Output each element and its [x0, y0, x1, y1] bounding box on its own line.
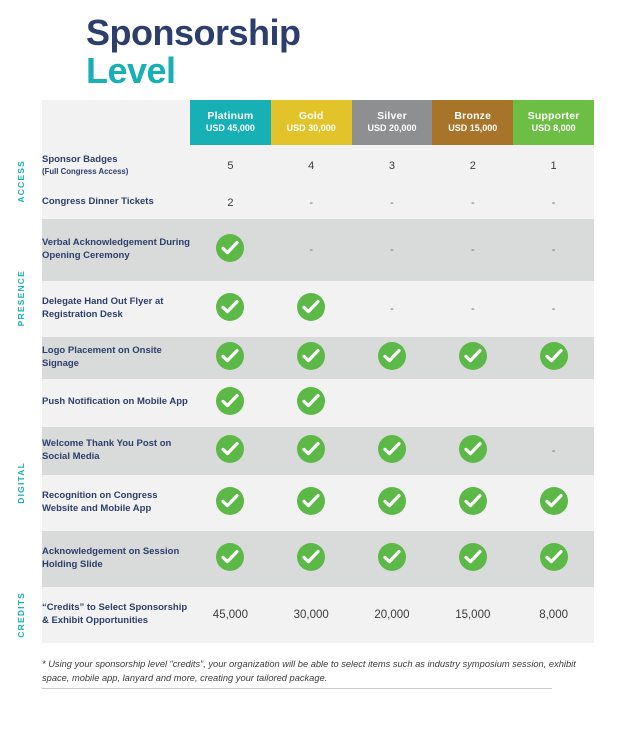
- benefit-value-cell: [513, 145, 594, 187]
- tier-header-supporter: [513, 100, 594, 145]
- benefit-value-cell: [352, 427, 433, 475]
- benefit-value-cell: [271, 219, 352, 281]
- not-included-dash: -: [470, 196, 475, 209]
- benefit-value-cell: [190, 475, 271, 531]
- benefit-label-text: Verbal Acknowledgement During Opening Ceremony: [42, 236, 190, 261]
- group-label-access: [0, 145, 42, 219]
- benefit-value-cell: [352, 531, 433, 587]
- benefit-value-text: 30,000: [293, 608, 329, 621]
- tier-header-silver: [352, 100, 433, 145]
- check-icon: [297, 435, 325, 463]
- benefit-value-text: 4: [308, 159, 315, 172]
- benefit-label-text: Sponsor Badges: [42, 154, 118, 166]
- footer-divider: [42, 688, 552, 689]
- tier-name: Bronze: [454, 109, 492, 122]
- benefit-value-cell: [271, 427, 352, 475]
- benefit-value-cell: [271, 281, 352, 337]
- benefit-value-cell: [513, 587, 594, 643]
- check-icon: [216, 543, 244, 571]
- table-row: [42, 427, 594, 475]
- check-icon: [216, 487, 244, 515]
- not-included-dash: -: [470, 243, 475, 256]
- tier-price: USD 30,000: [286, 122, 336, 133]
- benefit-value-cell: [432, 337, 513, 379]
- group-label-column: [0, 100, 42, 643]
- benefit-value-cell: [513, 427, 594, 475]
- tier-price: USD 45,000: [205, 122, 255, 133]
- check-icon: [297, 543, 325, 571]
- benefit-label: [42, 475, 190, 531]
- benefit-value-cell: [513, 337, 594, 379]
- not-included-dash: -: [390, 196, 394, 209]
- tier-header-platinum: [190, 100, 271, 145]
- benefit-sublabel-text: (Full Congress Access): [42, 166, 129, 176]
- tier-price: USD 8,000: [531, 122, 576, 133]
- benefit-value-cell: [190, 531, 271, 587]
- benefit-value-text: 45,000: [212, 608, 248, 621]
- benefit-value-cell: [352, 145, 433, 187]
- benefit-label: [42, 587, 190, 643]
- table-row: [42, 145, 594, 187]
- benefit-value-cell: [352, 475, 433, 531]
- check-icon: [216, 293, 244, 321]
- benefit-value-cell: [271, 531, 352, 587]
- benefit-label: [42, 379, 190, 427]
- group-label-text: PRESENCE: [16, 270, 26, 327]
- table-row: [42, 219, 594, 281]
- benefit-value-text: 20,000: [374, 608, 410, 621]
- table-row: [42, 531, 594, 587]
- sponsorship-matrix: [16, 100, 594, 643]
- benefit-label: [42, 337, 190, 379]
- tier-name: Supporter: [527, 109, 580, 122]
- benefit-value-text: 3: [388, 159, 396, 172]
- benefit-value-cell: [432, 475, 513, 531]
- group-label-digital: [0, 379, 42, 587]
- benefit-value-cell: [271, 145, 352, 187]
- benefit-value-cell: [513, 379, 594, 427]
- benefit-label: [42, 187, 190, 219]
- check-icon: [540, 487, 568, 515]
- benefit-value-cell: [352, 281, 433, 337]
- benefit-label: [42, 145, 190, 187]
- benefit-value-cell: [432, 145, 513, 187]
- benefit-value-cell: [432, 587, 513, 643]
- benefit-value-cell: [352, 219, 433, 281]
- tier-name: Silver: [377, 109, 407, 122]
- benefit-label-text: Acknowledgement on Session Holding Slide: [42, 545, 180, 570]
- check-icon: [297, 293, 325, 321]
- benefit-value-cell: [190, 219, 271, 281]
- benefit-value-cell: [432, 187, 513, 219]
- benefit-label-text: Congress Dinner Tickets: [42, 196, 154, 208]
- not-included-dash: -: [470, 302, 475, 315]
- check-icon: [297, 342, 325, 370]
- benefit-value-cell: [190, 145, 271, 187]
- check-icon: [378, 435, 406, 463]
- benefit-value-cell: [432, 219, 513, 281]
- check-icon: [297, 487, 325, 515]
- check-icon: [540, 543, 568, 571]
- benefit-label-text: Welcome Thank You Post on Social Media: [42, 437, 172, 462]
- benefit-value-cell: [271, 475, 352, 531]
- group-label-text: CREDITS: [16, 591, 26, 638]
- check-icon: [378, 487, 406, 515]
- benefit-value-cell: [352, 187, 433, 219]
- benefit-value-cell: [432, 379, 513, 427]
- benefit-value-cell: [271, 187, 352, 219]
- tier-header-gold: [271, 100, 352, 145]
- benefit-value-cell: [513, 281, 594, 337]
- benefit-value-cell: [352, 379, 433, 427]
- benefit-value-cell: [271, 379, 352, 427]
- benefit-value-cell: [352, 337, 433, 379]
- group-label-text: ACCESS: [16, 160, 26, 203]
- benefit-value-cell: [190, 337, 271, 379]
- footnote-text: * Using your sponsorship level “credits”, your organization will be able to select items such as industry symposium session, exhibit space, mobile app, lanyard and more, creating your tailored package.: [42, 658, 576, 684]
- tier-header-bronze: [432, 100, 513, 145]
- not-included-dash: -: [309, 196, 314, 209]
- benefit-value-text: 8,000: [539, 608, 568, 621]
- check-icon: [378, 543, 406, 571]
- title-line-2: Level: [86, 49, 176, 91]
- table-header: [42, 100, 594, 145]
- not-included-dash: -: [390, 302, 394, 315]
- benefit-value-cell: [190, 379, 271, 427]
- not-included-dash: -: [551, 196, 556, 209]
- benefit-value-cell: [190, 187, 271, 219]
- check-icon: [378, 342, 406, 370]
- benefit-value-cell: [271, 587, 352, 643]
- table-row: [42, 337, 594, 379]
- benefit-value-text: 5: [227, 159, 234, 172]
- check-icon: [297, 387, 325, 415]
- page-title: [0, 0, 643, 100]
- group-label-text: DIGITAL: [16, 461, 26, 504]
- check-icon: [216, 234, 244, 262]
- check-icon: [540, 342, 568, 370]
- not-included-dash: -: [390, 243, 394, 256]
- table-header-row: [42, 100, 594, 145]
- benefit-value-text: 2: [227, 196, 234, 209]
- tier-name: Gold: [298, 109, 324, 122]
- table-header-empty-cell: [42, 100, 190, 145]
- not-included-dash: -: [551, 444, 556, 457]
- table-row: [42, 281, 594, 337]
- table-row: [42, 187, 594, 219]
- benefit-label-text: Delegate Hand Out Flyer at Registration Desk: [42, 295, 164, 320]
- group-label-credits: [0, 587, 42, 643]
- benefit-value-cell: [432, 281, 513, 337]
- tier-price: USD 15,000: [448, 122, 498, 133]
- benefits-table: [42, 100, 594, 643]
- tier-name: Platinum: [207, 109, 254, 122]
- benefit-value-cell: [271, 337, 352, 379]
- tier-price: USD 20,000: [367, 122, 417, 133]
- benefit-label: [42, 531, 190, 587]
- not-included-dash: -: [551, 243, 556, 256]
- benefit-label-text: Logo Placement on Onsite Signage: [42, 344, 162, 369]
- benefit-value-cell: [190, 587, 271, 643]
- benefit-label-text: Recognition on Congress Website and Mobile App: [42, 489, 158, 514]
- not-included-dash: -: [551, 302, 556, 315]
- check-icon: [216, 435, 244, 463]
- benefit-label: [42, 427, 190, 475]
- check-icon: [459, 342, 487, 370]
- benefit-value-text: 15,000: [455, 608, 491, 621]
- benefit-value-cell: [513, 187, 594, 219]
- check-icon: [216, 342, 244, 370]
- benefit-value-text: 1: [550, 159, 557, 172]
- check-icon: [459, 543, 487, 571]
- group-label-presence: [0, 219, 42, 379]
- benefit-label-text: “Credits” to Select Sponsorship & Exhibit Opportunities: [42, 601, 188, 626]
- table-row: [42, 587, 594, 643]
- benefit-value-cell: [513, 475, 594, 531]
- benefit-value-cell: [352, 587, 433, 643]
- benefit-label: [42, 219, 190, 281]
- not-included-dash: -: [309, 243, 314, 256]
- benefit-value-text: 2: [469, 159, 476, 172]
- benefit-label-text: Push Notification on Mobile App: [42, 396, 188, 408]
- table-row: [42, 379, 594, 427]
- benefit-value-cell: [190, 427, 271, 475]
- benefit-value-cell: [513, 219, 594, 281]
- benefit-value-cell: [190, 281, 271, 337]
- table-row: [42, 475, 594, 531]
- check-icon: [459, 435, 487, 463]
- benefit-value-cell: [513, 531, 594, 587]
- benefit-value-cell: [432, 427, 513, 475]
- benefit-label: [42, 281, 190, 337]
- title-line-1: Sponsorship: [86, 12, 301, 53]
- table-body: [42, 145, 594, 643]
- check-icon: [459, 487, 487, 515]
- benefit-value-cell: [432, 531, 513, 587]
- check-icon: [216, 387, 244, 415]
